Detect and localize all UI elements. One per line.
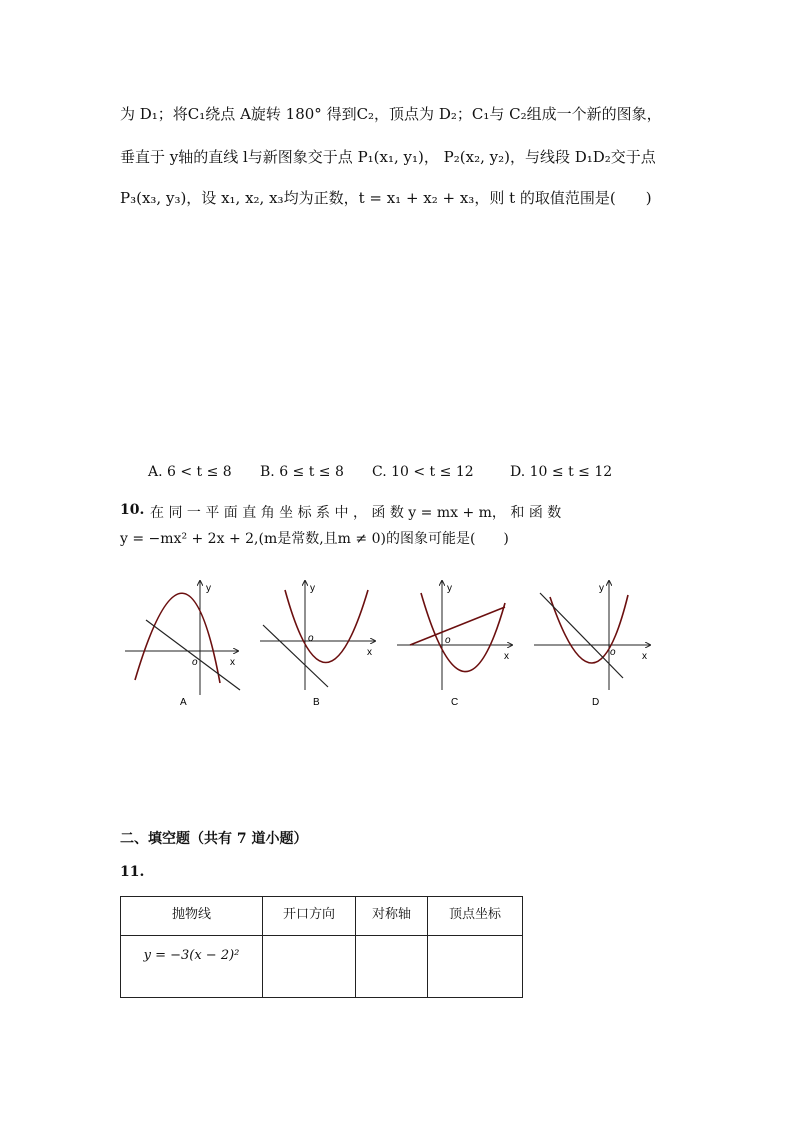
table-cell-vertex-coordinates — [428, 936, 523, 998]
q9-line-2: 垂直于 y轴的直线 l与新图象交于点 P₁(x₁, y₁)， P₂(x₂, y₂)，与线段 D₁D₂交于点 — [120, 148, 656, 166]
q11-table — [120, 896, 523, 998]
table-row — [121, 936, 523, 998]
graph-b-origin-label: o — [308, 633, 314, 644]
graph-d — [534, 581, 650, 690]
q10-graph-figure — [120, 575, 660, 715]
graph-c — [397, 581, 512, 690]
graph-b-x-label: x — [367, 647, 372, 658]
table-header-vertex-coordinates: 顶点坐标 — [428, 897, 523, 936]
graph-b-y-label: y — [310, 583, 315, 594]
q10-line-1: 在 同 一 平 面 直 角 坐 标 系 中 ， 函 数 y = mx + m， 和 函 数 — [150, 505, 562, 521]
graph-d-label: D — [592, 697, 600, 708]
table-header-opening-direction: 开口方向 — [263, 897, 356, 936]
q9-option-b: B. 6 ≤ t ≤ 8 — [260, 464, 344, 480]
q9-line-3: P₃(x₃, y₃)，设 x₁, x₂, x₃均为正数，t = x₁ + x₂ + x₃，则 t 的取值范围是( ) — [120, 189, 652, 207]
graph-d-origin-label: o — [610, 647, 616, 658]
graph-a — [125, 581, 240, 695]
q11-number: 11. — [120, 864, 145, 880]
graph-a-y-label: y — [206, 583, 211, 594]
graph-b — [260, 581, 375, 690]
graph-c-x-label: x — [504, 651, 509, 662]
q10-line-2: y = −mx² + 2x + 2,(m是常数,且m ≠ 0)的图象可能是( ) — [120, 531, 509, 547]
q9-option-d: D. 10 ≤ t ≤ 12 — [510, 464, 613, 480]
graph-a-x-label: x — [230, 657, 235, 668]
q9-line-1: 为 D₁；将C₁绕点 A旋转 180° 得到C₂，顶点为 D₂；C₁与 C₂组成一个新的图象， — [120, 105, 662, 123]
table-header-symmetry-axis: 对称轴 — [356, 897, 428, 936]
table-cell-symmetry-axis — [356, 936, 428, 998]
graph-c-y-label: y — [447, 583, 452, 594]
q9-option-c: C. 10 < t ≤ 12 — [372, 464, 474, 480]
q10-number: 10. — [120, 502, 145, 518]
table-header-row — [121, 897, 523, 936]
q9-option-a: A. 6 < t ≤ 8 — [148, 464, 232, 480]
graph-a-origin-label: o — [192, 657, 198, 668]
table-header-parabola: 抛物线 — [121, 897, 263, 936]
graph-a-label: A — [180, 697, 187, 708]
table-cell-opening-direction — [263, 936, 356, 998]
table-cell-parabola-formula: y = −3(x − 2)² — [121, 936, 263, 998]
section-2-title: 二、填空题（共有 7 道小题） — [120, 831, 308, 847]
graph-d-x-label: x — [642, 651, 647, 662]
graph-c-label: C — [451, 697, 459, 708]
graph-b-label: B — [313, 697, 320, 708]
graph-c-origin-label: o — [445, 635, 451, 646]
graph-d-y-label: y — [599, 583, 604, 594]
